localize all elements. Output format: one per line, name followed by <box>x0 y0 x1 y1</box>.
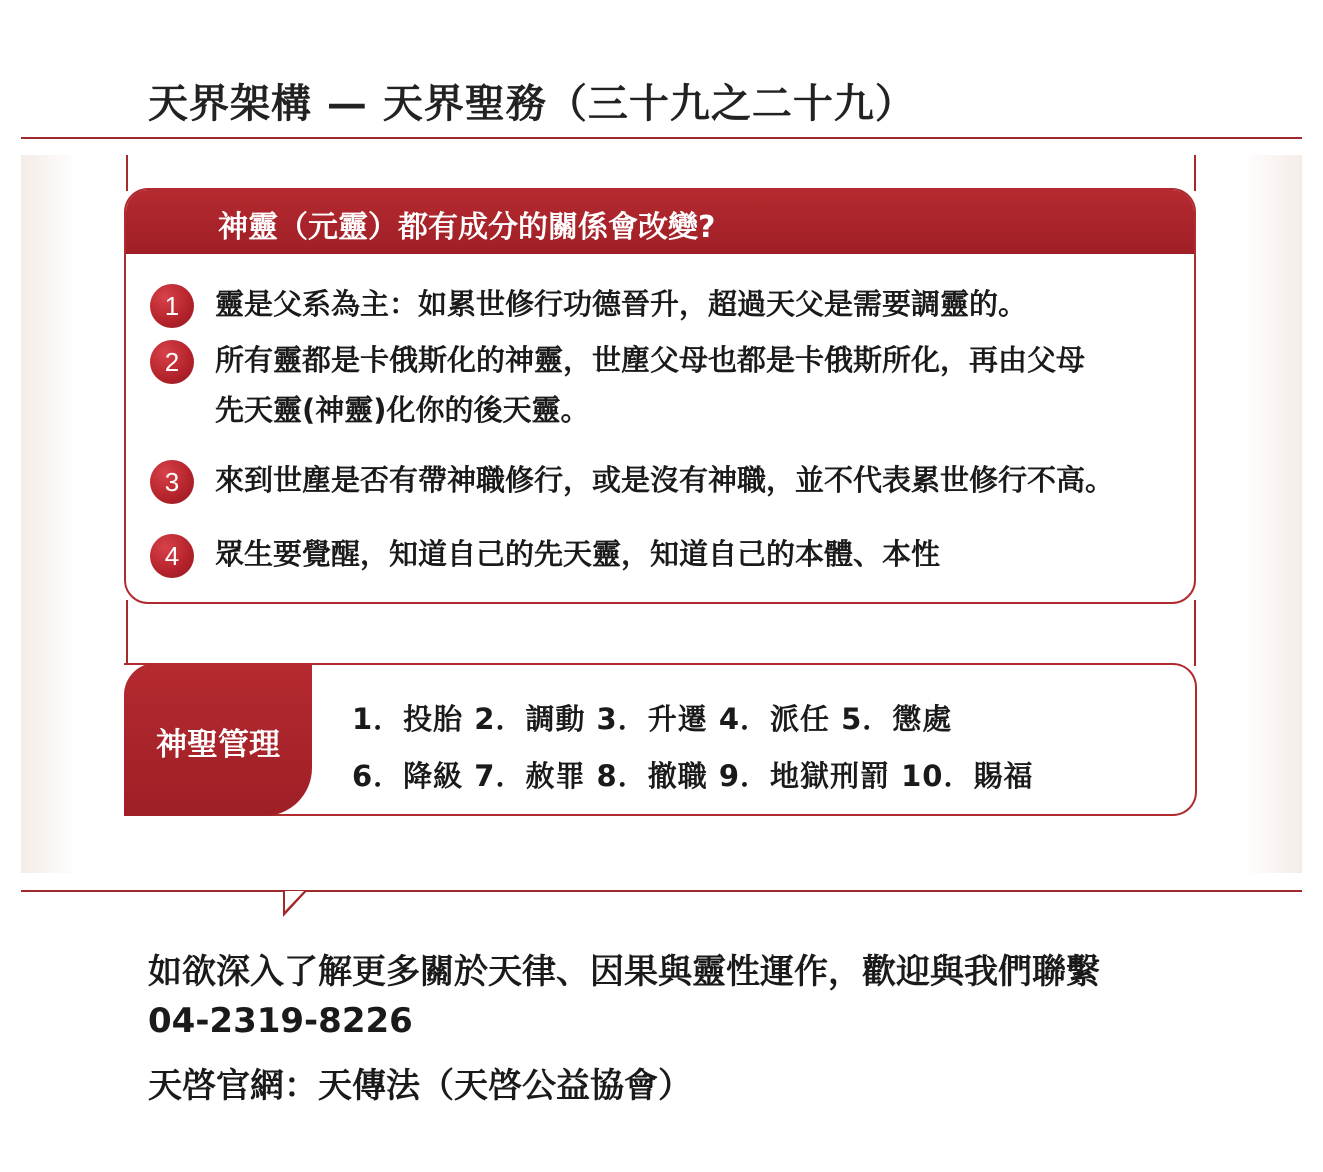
item-number-badge: 2 <box>150 340 194 384</box>
card-heading: 神靈（元靈）都有成分的關係會改變? <box>218 210 716 245</box>
management-row-1: 1．投胎 2．調動 3．升遷 4．派任 5．懲處 <box>352 702 953 736</box>
slide-right-connector <box>1194 600 1196 666</box>
title-divider <box>21 137 1302 139</box>
item-number-badge: 1 <box>150 284 194 328</box>
page-title: 天界架構 — 天界聖務（三十九之二十九） <box>148 80 916 127</box>
slide-right-line <box>1194 155 1196 191</box>
question-card <box>124 188 1196 604</box>
management-tab <box>124 663 312 816</box>
footer-website: 天啓官網：天傳法（天啓公益協會） <box>148 1066 692 1106</box>
item-number-badge: 4 <box>150 534 194 578</box>
footer-invitation: 如欲深入了解更多關於天律、因果與靈性運作，歡迎與我們聯繫 <box>148 952 1100 992</box>
slide-left-connector <box>126 600 128 666</box>
item-text: 眾生要覺醒，知道自己的先天靈，知道自己的本體、本性 <box>215 537 941 571</box>
callout-pointer-fill <box>285 891 304 911</box>
item-number-badge: 3 <box>150 460 194 504</box>
management-row-2: 6．降級 7．赦罪 8．撤職 9．地獄刑罰 10．賜福 <box>352 759 1034 793</box>
card-header <box>126 190 1194 254</box>
item-text: 靈是父系為主：如累世修行功德晉升，超過天父是需要調靈的。 <box>215 287 1028 321</box>
item-text-continued: 先天靈(神靈)化你的後天靈。 <box>215 393 590 427</box>
callout-divider <box>21 890 1302 892</box>
item-text: 所有靈都是卡俄斯化的神靈，世塵父母也都是卡俄斯所化，再由父母 <box>215 343 1086 377</box>
management-label: 神聖管理 <box>156 727 280 763</box>
item-text: 來到世塵是否有帶神職修行，或是沒有神職，並不代表累世修行不高。 <box>215 463 1115 497</box>
footer-phone: 04-2319-8226 <box>148 1001 413 1041</box>
slide-left-line <box>126 155 128 191</box>
